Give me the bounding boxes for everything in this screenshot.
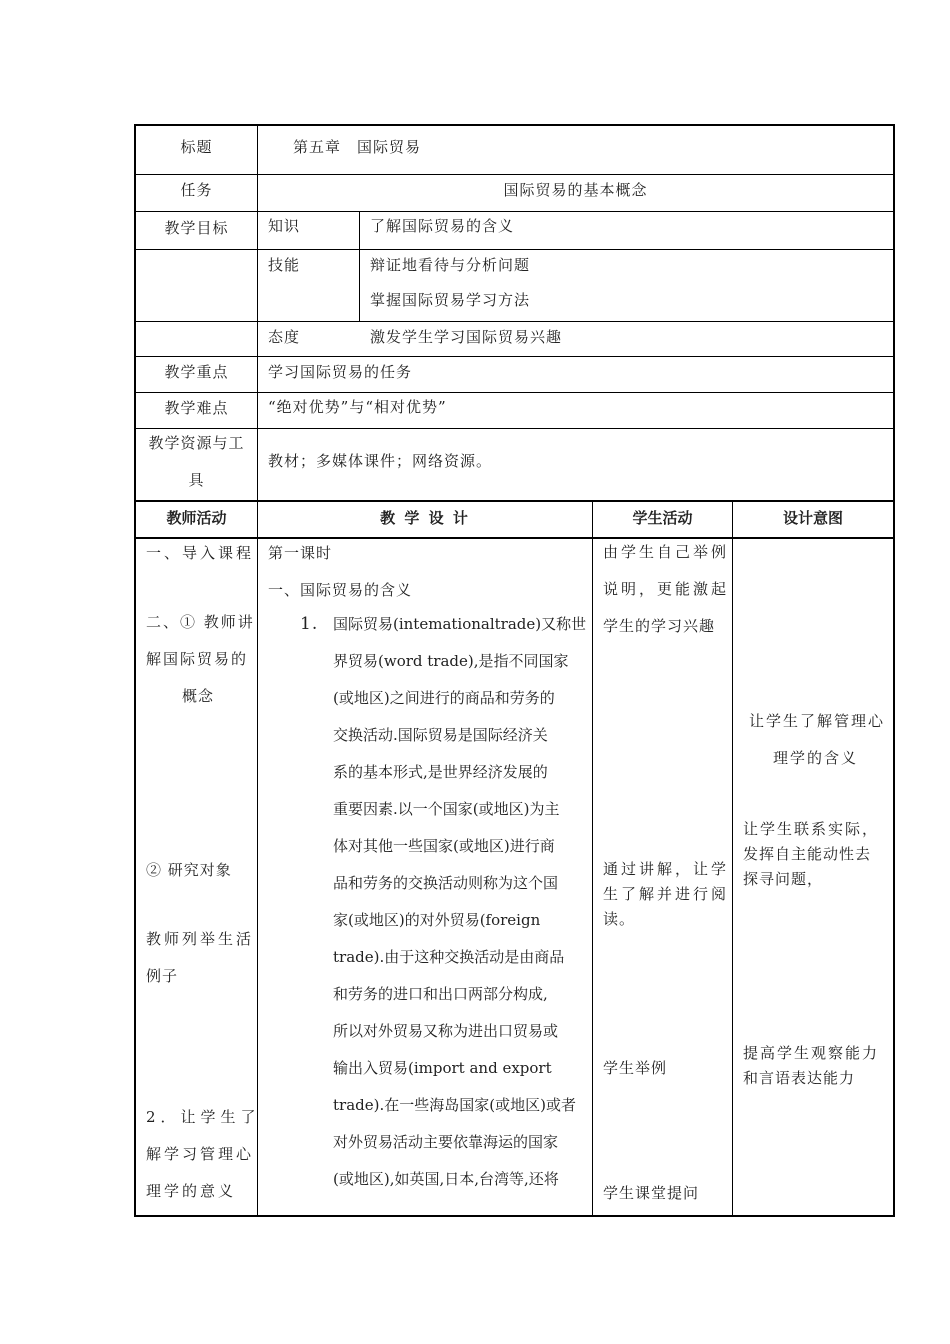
student-activity-2c: 读。 [603, 910, 636, 928]
resource-value: 教材；多媒体课件；网络资源。 [268, 452, 493, 470]
resource-label-2: 具 [188, 471, 205, 489]
design-paragraph-line: 和劳务的进口和出口两部分构成, [333, 985, 548, 1003]
design-paragraph-line: 界贸易(word trade),是指不同国家 [333, 652, 569, 670]
attitude-label: 态度 [268, 328, 301, 346]
design-paragraph [333, 606, 586, 1198]
resource-label-1: 教学资源与工 [148, 434, 245, 452]
teacher-lecture-line: 解国际贸易的 [146, 650, 249, 668]
teacher-lecture-line: 概念 [182, 687, 215, 705]
key-label: 教学重点 [164, 363, 229, 381]
design-paragraph-line: (或地区)之间进行的商品和劳务的 [333, 689, 555, 707]
column-header-student: 学生活动 [632, 509, 693, 527]
skill-label: 技能 [268, 256, 301, 274]
design-paragraph-line: 所以对外贸易又称为进出口贸易或 [333, 1022, 559, 1040]
design-paragraph-line: 体对其他一些国家(或地区)进行商 [333, 837, 555, 855]
teacher-examples-line: 教师列举生活 [146, 930, 255, 948]
teacher-examples-line: 例子 [146, 967, 179, 985]
student-activity-line: 由学生自己举例 [603, 543, 730, 561]
teacher-meaning-line: 2．让学生了 [146, 1108, 261, 1126]
design-paragraph-line: 品和劳务的交换活动则称为这个国 [333, 874, 559, 892]
knowledge-value: 了解国际贸易的含义 [370, 217, 515, 235]
column-header-design: 教 学 设 计 [380, 509, 470, 527]
student-activity-4: 学生课堂提问 [603, 1184, 700, 1202]
teacher-lecture-line: 二、① 教师讲 [146, 613, 255, 631]
teacher-object: ② 研究对象 [146, 861, 232, 879]
intent-2c: 探寻问题， [743, 870, 824, 888]
title-value: 第五章 国际贸易 [293, 138, 422, 156]
student-activity-2b: 生了解并进行阅 [603, 885, 730, 903]
difficulty-label: 教学难点 [164, 399, 229, 417]
intent-2a: 让学生联系实际， [743, 820, 880, 838]
attitude-value: 激发学生学习国际贸易兴趣 [370, 328, 563, 346]
title-label: 标题 [180, 138, 213, 156]
teacher-meaning-line: 理学的意义 [146, 1182, 237, 1200]
student-activity-3: 学生举例 [603, 1059, 668, 1077]
teacher-meaning [146, 1099, 261, 1210]
student-activity-2a: 通过讲解，让学 [603, 860, 730, 878]
design-paragraph-line: 对外贸易活动主要依靠海运的国家 [333, 1133, 559, 1151]
task-value: 国际贸易的基本概念 [503, 181, 648, 199]
intent-1b: 理学的含义 [773, 749, 859, 767]
column-header-teacher: 教师活动 [166, 509, 227, 527]
teacher-lecture [146, 604, 255, 715]
design-paragraph-line: 重要因素.以一个国家(或地区)为主 [333, 800, 560, 818]
teacher-intro: 一、导入课程 [146, 544, 255, 562]
design-paragraph-line: (或地区),如英国,日本,台湾等,还将 [333, 1170, 559, 1188]
design-paragraph-line: 系的基本形式,是世界经济发展的 [333, 763, 548, 781]
skill-value-1: 辩证地看待与分析问题 [370, 256, 531, 274]
difficulty-value: “绝对优势”与“相对优势” [268, 398, 447, 416]
task-label: 任务 [180, 181, 213, 199]
student-activity-line: 说明，更能激起 [603, 580, 730, 598]
design-paragraph-line: 国际贸易(intemationaltrade)又称世 [333, 615, 587, 633]
design-paragraph-line: trade).在一些海岛国家(或地区)或者 [333, 1096, 576, 1114]
design-paragraph-line: 家(或地区)的对外贸易(foreign [333, 911, 541, 929]
design-paragraph-line: 输出入贸易(import and export [333, 1059, 552, 1077]
key-value: 学习国际贸易的任务 [268, 363, 413, 381]
intent-3a: 提高学生观察能力 [743, 1044, 880, 1062]
student-activity-1 [603, 534, 729, 645]
design-paragraph-line: 交换活动.国际贸易是国际经济关 [333, 726, 548, 744]
design-section: 一、国际贸易的含义 [268, 581, 413, 599]
goal-label: 教学目标 [164, 219, 229, 237]
student-activity-line: 学生的学习兴趣 [603, 617, 716, 635]
intent-3b: 和言语表达能力 [743, 1069, 856, 1087]
design-paragraph-line: trade).由于这种交换活动是由商品 [333, 948, 565, 966]
teacher-examples [146, 921, 254, 995]
design-lesson: 第一课时 [268, 544, 333, 562]
intent-1a: 让学生了解管理心 [749, 712, 886, 730]
intent-2b: 发挥自主能动性去 [743, 845, 872, 863]
column-header-intent: 设计意图 [782, 509, 843, 527]
skill-value-2: 掌握国际贸易学习方法 [370, 291, 531, 309]
design-number: 1. [300, 614, 319, 634]
knowledge-label: 知识 [268, 217, 301, 235]
teacher-meaning-line: 解学习管理心 [146, 1145, 255, 1163]
